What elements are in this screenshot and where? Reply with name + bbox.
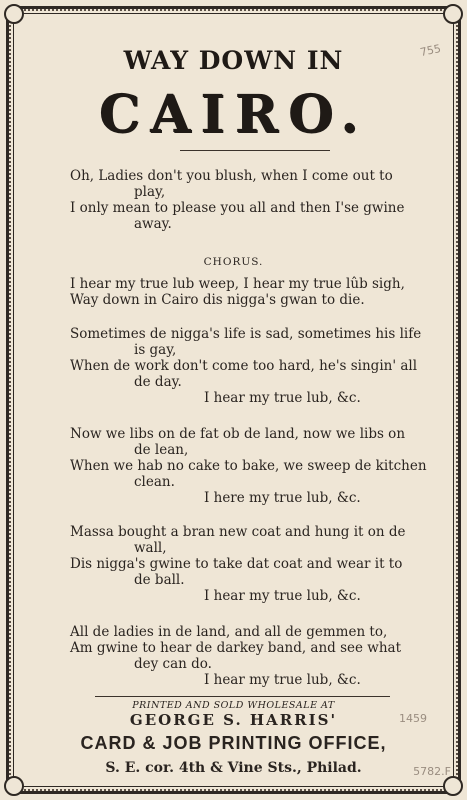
refrain-line: I hear my true lub, &c.	[204, 390, 361, 406]
verse-4	[70, 524, 430, 604]
verse-line: de day.	[134, 374, 182, 390]
printer-note: PRINTED AND SOLD WHOLESALE AT	[132, 700, 335, 711]
verse-line: away.	[134, 216, 172, 232]
verse-line: de lean,	[134, 442, 189, 458]
verse-line: dey can do.	[134, 656, 212, 672]
corner-ornament	[4, 776, 24, 796]
verse-line: When we hab no cake to bake, we sweep de kitchen	[70, 458, 427, 474]
verse-5	[70, 624, 430, 688]
verse-line: Massa bought a bran new coat and hung it on de	[70, 524, 406, 540]
verse-line: play,	[134, 184, 166, 200]
corner-ornament	[4, 4, 24, 24]
verse-line: is gay,	[134, 342, 177, 358]
chorus	[70, 276, 430, 308]
verse-line: All de ladies in de land, and all de gemmen to,	[70, 624, 388, 640]
refrain-line: I hear my true lub, &c.	[204, 672, 361, 688]
verse-line: Sometimes de nigga's life is sad, sometimes his life	[70, 326, 422, 342]
pencil-note-top: 755	[418, 41, 443, 60]
chorus-heading: CHORUS.	[203, 256, 264, 268]
verse-2	[70, 326, 430, 406]
title-line-1: WAY DOWN IN	[123, 46, 344, 75]
printer-address: S. E. cor. 4th & Vine Sts., Philad.	[105, 760, 362, 776]
pencil-note-middle: 1459	[399, 712, 427, 725]
verse-line: Dis nigga's gwine to take dat coat and wear it to	[70, 556, 403, 572]
refrain-line: I here my true lub, &c.	[204, 490, 361, 506]
verse-line: de ball.	[134, 572, 185, 588]
printer-office: CARD & JOB PRINTING OFFICE,	[80, 733, 387, 753]
chorus-line: Way down in Cairo dis nigga's gwan to die.	[70, 292, 365, 308]
corner-ornament	[443, 4, 463, 24]
verse-line: Am gwine to hear de darkey band, and see what	[70, 640, 402, 656]
verse-line: clean.	[134, 474, 175, 490]
refrain-line: I hear my true lub, &c.	[204, 588, 361, 604]
verse-line: Oh, Ladies don't you blush, when I come out to	[70, 168, 393, 184]
title-rule	[180, 150, 330, 151]
footer-rule	[95, 696, 390, 697]
verse-line: wall,	[134, 540, 167, 556]
chorus-line: I hear my true lub weep, I hear my true lûb sigh,	[70, 276, 405, 292]
printer-name: GEORGE S. HARRIS'	[129, 711, 338, 729]
corner-ornament	[443, 776, 463, 796]
verse-line: I only mean to please you all and then I'se gwine	[70, 200, 405, 216]
verse-1	[70, 168, 430, 232]
verse-line: Now we libs on de fat ob de land, now we libs on	[70, 426, 406, 442]
verse-line: When de work don't come too hard, he's singin' all	[70, 358, 418, 374]
verse-3	[70, 426, 430, 506]
title-line-2: CAIRO.	[98, 84, 369, 145]
pencil-note-bottom: 5782.F	[413, 765, 451, 778]
